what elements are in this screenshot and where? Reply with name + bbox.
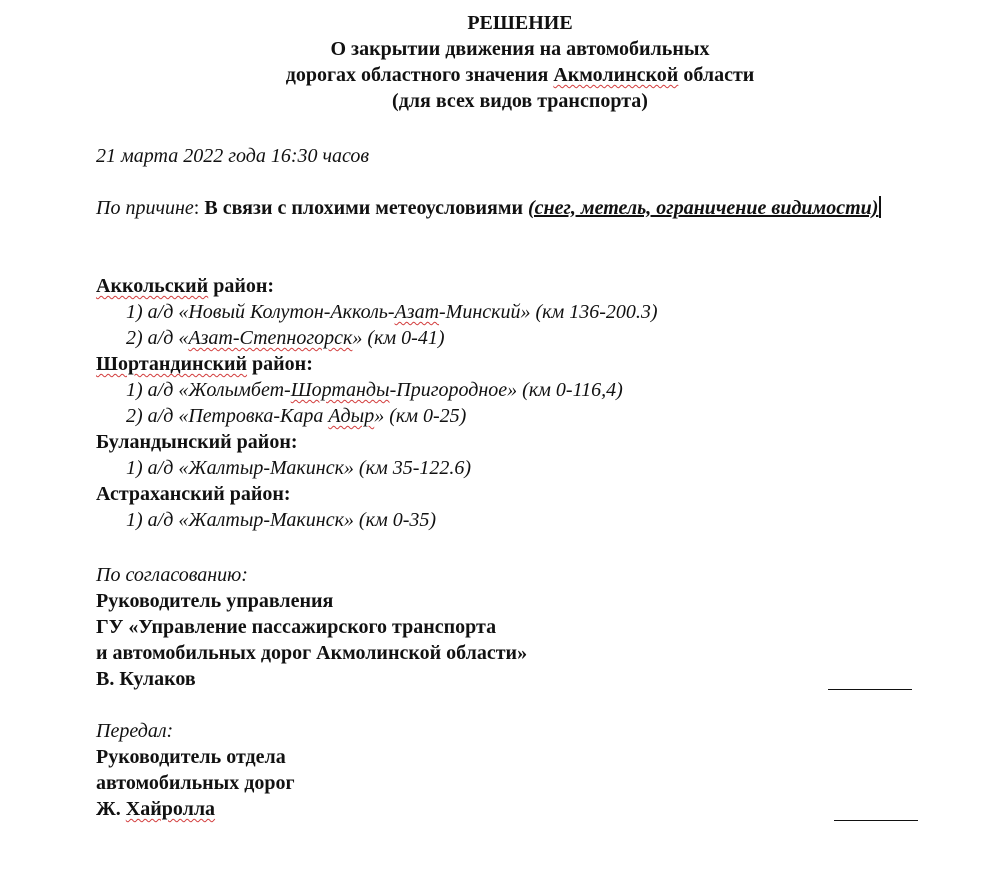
road-item: 1) а/д «Новый Колутон-Акколь-Азат-Минский» (км 136-200.3) [126, 301, 658, 323]
approval-block [96, 562, 944, 692]
reason-text: В связи с плохими метеоусловиями [204, 197, 524, 219]
district-heading: Шортандинский район: [96, 353, 313, 375]
road-item: 1) а/д «Жолымбет-Шортанды-Пригородное» (км 0-116,4) [126, 379, 623, 401]
sender-position-2: автомобильных дорог [96, 772, 295, 794]
approval-org-line-1: ГУ «Управление пассажирского транспорта [96, 616, 497, 638]
road-item: 1) а/д «Жалтыр-Макинск» (км 0-35) [126, 509, 437, 531]
sender-name: Ж. Хайролла [96, 798, 216, 820]
sender-signature-line [834, 820, 918, 821]
spellcheck-mark: Акмолинской [553, 64, 679, 86]
approval-name: В. Кулаков [96, 668, 196, 690]
approval-signature-line [828, 689, 912, 690]
districts-list [96, 273, 944, 533]
text-cursor [879, 196, 881, 218]
sender-label: Передал: [96, 720, 174, 742]
road-item: 2) а/д «Азат-Степногорск» (км 0-41) [126, 327, 445, 349]
reason-paragraph[interactable]: По причине: В связи с плохими метеоусловиями (снег, метель, ограничение видимости) [96, 195, 944, 221]
reason-detail: (снег, метель, ограничение видимости) [528, 197, 879, 219]
subject-line-3: (для всех видов транспорта) [392, 90, 648, 112]
district-heading: Буландынский район: [96, 431, 298, 453]
district-heading: Астраханский район: [96, 483, 291, 505]
document-header [0, 10, 1000, 114]
subject-line-2: дорогах областного значения Акмолинской области [285, 64, 755, 86]
approval-label: По согласованию: [96, 564, 248, 586]
sender-position-1: Руководитель отдела [96, 746, 286, 768]
road-item: 2) а/д «Петровка-Кара Адыр» (км 0-25) [126, 405, 467, 427]
decision-date: 21 марта 2022 года 16:30 часов [96, 145, 370, 167]
district-heading: Аккольский район: [96, 275, 275, 297]
sender-block [96, 718, 944, 822]
approval-position: Руководитель управления [96, 590, 334, 612]
approval-org-line-2: и автомобильных дорог Акмолинской области» [96, 642, 528, 664]
subject-line-1: О закрытии движения на автомобильных [330, 38, 710, 60]
reason-label: По причине [96, 197, 194, 219]
document-title: РЕШЕНИЕ [467, 12, 573, 34]
road-item: 1) а/д «Жалтыр-Макинск» (км 35-122.6) [126, 457, 472, 479]
